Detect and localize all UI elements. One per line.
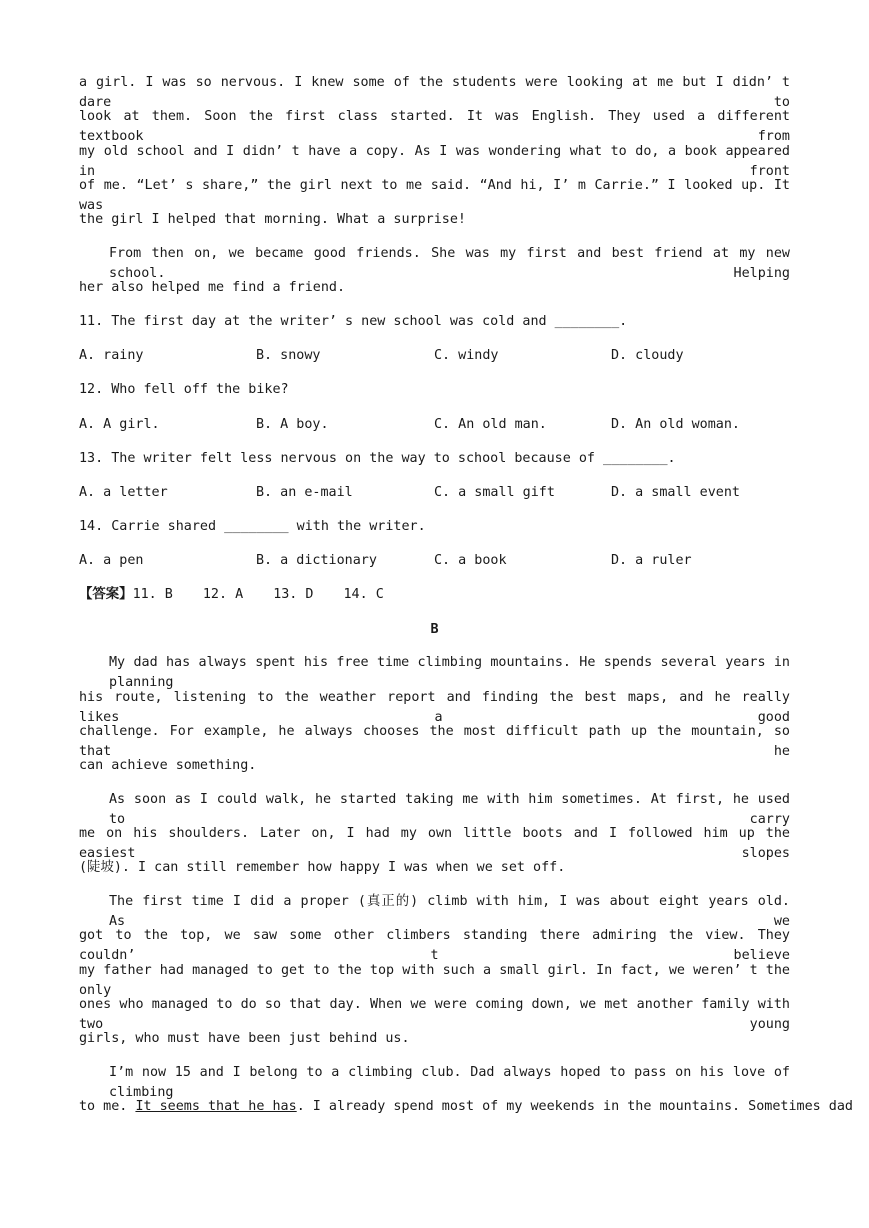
- passage-line: got to the top, we saw some other climbers standing there admiring the view. They couldn’ t believe: [79, 928, 790, 963]
- answer-value: 14. C: [343, 587, 384, 602]
- passage-line: can achieve something.: [79, 758, 257, 773]
- option-a: A. a letter: [79, 485, 168, 500]
- option-c: C. a book: [434, 553, 507, 568]
- passage-line: the girl I helped that morning. What a surprise!: [79, 212, 466, 227]
- passage-line: a girl. I was so nervous. I knew some of the students were looking at me but I didn’ t dare to: [79, 75, 790, 110]
- answer-value: 13. D: [273, 587, 314, 602]
- passage-line: As soon as I could walk, he started taking me with him sometimes. At first, he used to carry: [109, 792, 790, 827]
- passage-line: me on his shoulders. Later on, I had my own little boots and I followed him up the easiest slopes: [79, 826, 790, 861]
- answer-label: 【答案】: [79, 587, 133, 602]
- option-b: B. snowy: [256, 348, 321, 363]
- question-stem: 11. The first day at the writer’ s new school was cold and ________.: [79, 314, 628, 329]
- passage-line: look at them. Soon the first class started. It was English. They used a different textbook from: [79, 109, 790, 144]
- passage-line: (陡坡). I can still remember how happy I was when we set off.: [79, 860, 566, 875]
- section-title: B: [430, 622, 439, 637]
- option-b: B. A boy.: [256, 417, 329, 432]
- underlined-phrase: It seems that he has: [135, 1099, 297, 1114]
- passage-line: The first time I did a proper (真正的) climb with him, I was about eight years old. As we: [109, 894, 790, 929]
- passage-line: my father had managed to get to the top with such a small girl. In fact, we weren’ t the only: [79, 963, 790, 998]
- option-d: D. cloudy: [611, 348, 684, 363]
- option-b: B. an e-mail: [256, 485, 353, 500]
- option-c: C. windy: [434, 348, 499, 363]
- option-a: A. rainy: [79, 348, 144, 363]
- question-stem: 12. Who fell off the bike?: [79, 382, 289, 397]
- option-c: C. a small gift: [434, 485, 555, 500]
- passage-line: his route, listening to the weather report and finding the best maps, and he really likes a good: [79, 690, 790, 725]
- answer-value: 11. B: [132, 587, 173, 602]
- answer-row: [79, 585, 790, 605]
- option-c: C. An old man.: [434, 417, 547, 432]
- option-d: D. An old woman.: [611, 417, 740, 432]
- passage-line: girls, who must have been just behind us.: [79, 1031, 410, 1046]
- answer-value: 12. A: [202, 587, 244, 602]
- passage-line: From then on, we became good friends. She was my first and best friend at my new school. Helping: [109, 246, 790, 281]
- option-d: D. a ruler: [611, 553, 692, 568]
- passage-line: my old school and I didn’ t have a copy. As I was wondering what to do, a book appeared in front: [79, 144, 790, 179]
- passage-line: My dad has always spent his free time climbing mountains. He spends several years in planning: [109, 655, 790, 690]
- passage-line: ones who managed to do so that day. When we were coming down, we met another family with two young: [79, 997, 790, 1032]
- passage-line: I’m now 15 and I belong to a climbing club. Dad always hoped to pass on his love of climbing: [109, 1065, 790, 1100]
- text-segment: to me.: [79, 1099, 136, 1114]
- passage-line: of me. “Let’ s share,” the girl next to me said. “And hi, I’ m Carrie.” I looked up. It was: [79, 178, 790, 213]
- passage-line: challenge. For example, he always chooses the most difficult path up the mountain, so that he: [79, 724, 790, 759]
- passage-line: her also helped me find a friend.: [79, 280, 346, 295]
- question-stem: 13. The writer felt less nervous on the way to school because of ________.: [79, 451, 676, 466]
- option-b: B. a dictionary: [256, 553, 377, 568]
- question-stem: 14. Carrie shared ________ with the writer.: [79, 519, 426, 534]
- option-a: A. a pen: [79, 553, 144, 568]
- passage-line: [79, 1097, 853, 1117]
- option-d: D. a small event: [611, 485, 740, 500]
- text-segment: . I already spend most of my weekends in the mountains. Sometimes dad: [296, 1099, 853, 1114]
- option-a: A. A girl.: [79, 417, 160, 432]
